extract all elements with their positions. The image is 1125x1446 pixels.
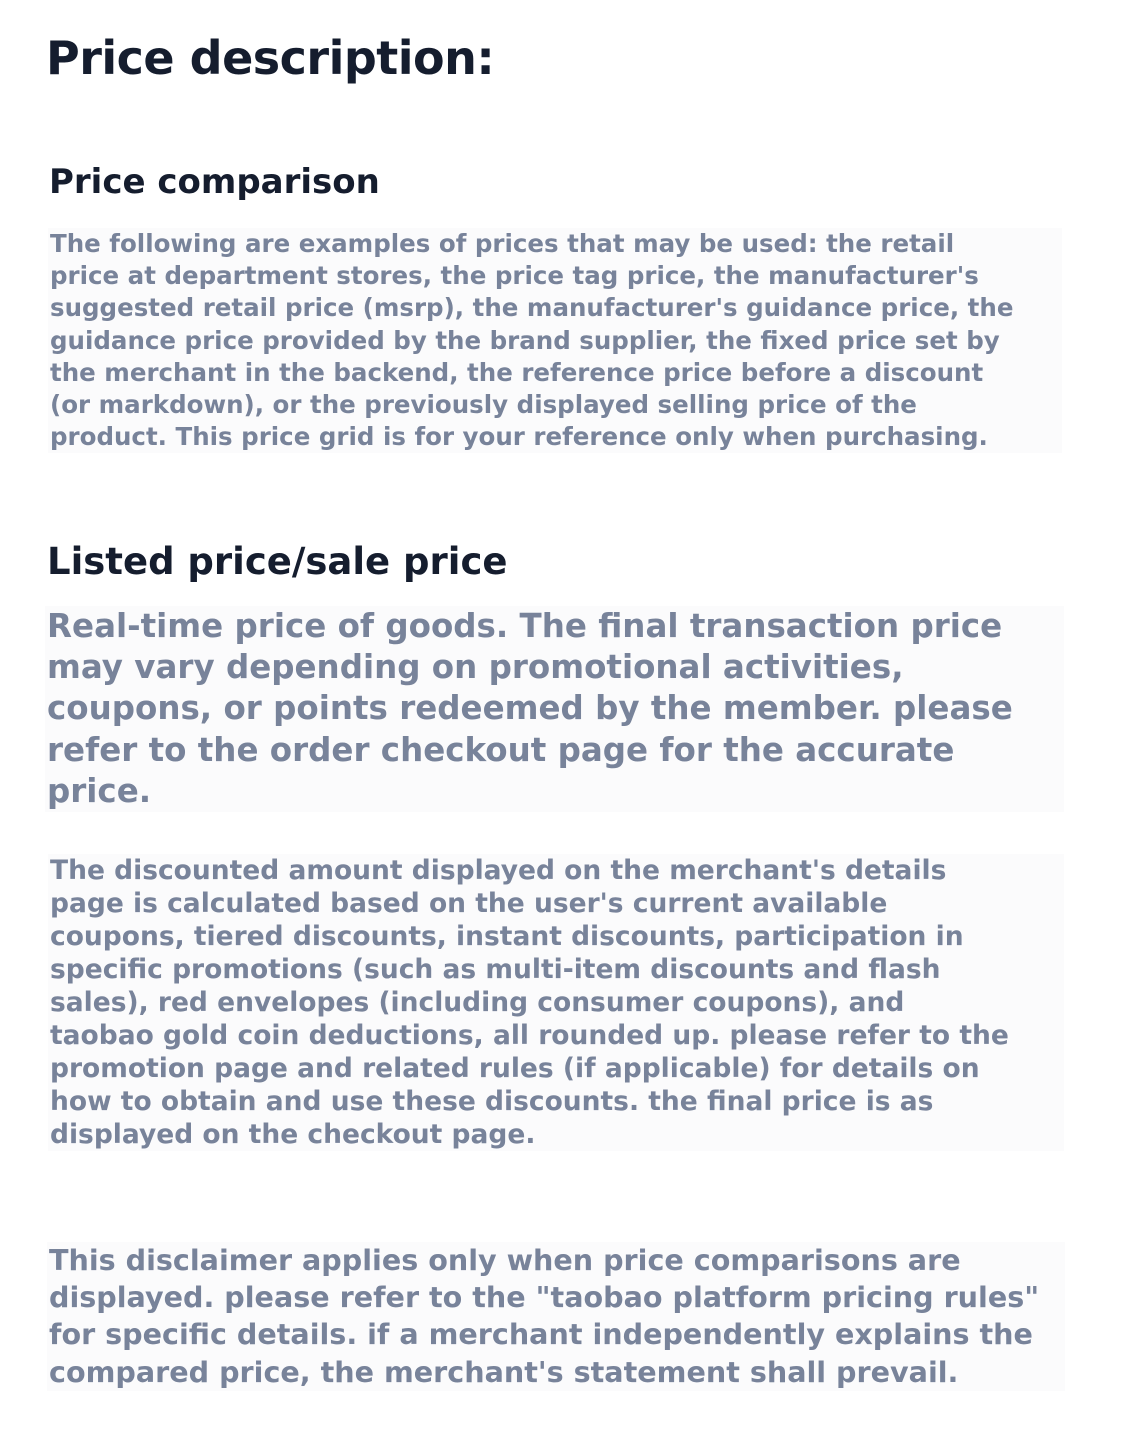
listed-price-text: Real-time price of goods. The final transaction price may vary depending on promotional activities, coupons, or points redeemed by the member. please refer to the order checkout page for the accurate price. — [45, 606, 1064, 812]
listed-price-heading: Listed price/sale price — [47, 540, 508, 583]
price-comparison-heading: Price comparison — [49, 162, 380, 202]
discount-explanation-text: The discounted amount displayed on the merchant's details page is calculated based on the user's current available coupons, tiered discounts, instant discounts, participation in specific promotions (such as multi-item discounts and flash sales), red envelopes (including consumer coupons), and taobao gold coin deductions, all rounded up. please refer to the promotion page and related rules (if applicable) for details on how to obtain and use these discounts. the final price is as displayed on the checkout page. — [48, 854, 1064, 1151]
page-title: Price description: — [46, 31, 495, 85]
disclaimer-text: This disclaimer applies only when price comparisons are displayed. please refer to the "taobao platform pricing rules" for specific details. if a merchant independently explains the compared price, the merchant's statement shall prevail. — [47, 1242, 1065, 1391]
price-comparison-text: The following are examples of prices that may be used: the retail price at department stores, the price tag price, the manufacturer's suggested retail price (msrp), the manufacturer's guidance price, the guidance price provided by the brand supplier, the fixed price set by the merchant in the backend, the reference price before a discount (or markdown), or the previously displayed selling price of the product. This price grid is for your reference only when purchasing. — [48, 228, 1062, 453]
